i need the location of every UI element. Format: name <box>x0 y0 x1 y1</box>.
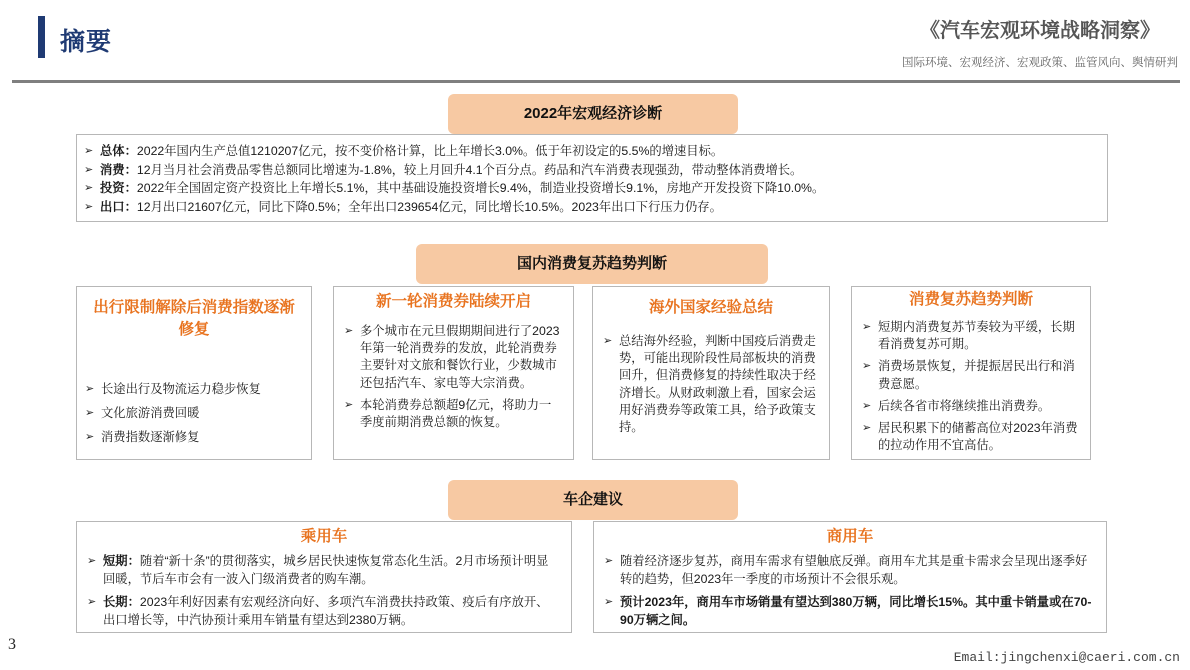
section-head-oem: 车企建议 <box>448 480 738 520</box>
list-item: ➢ 预计2023年，商用车市场销量有望达到380万辆，同比增长15%。其中重卡销量或在70-90万辆之间。 <box>604 593 1094 629</box>
card-list <box>85 381 303 447</box>
list-item: ➢ 多个城市在元旦假期期间进行了2023年第一轮消费券的发放，此轮消费券主要针对文旅和餐饮行业，少数城市还包括汽车、家电等大宗消费。 <box>344 323 563 392</box>
list-item: ➢ 总体：2022年国内生产总值1210207亿元，按不变价格计算，比上年增长3.0%。低于年初设定的5.5%的增速目标。 <box>84 142 1104 161</box>
list-item: ➢ 出口：12月出口21607亿元，同比下降0.5%；全年出口239654亿元，同比增长10.5%。2023年出口下行压力仍存。 <box>84 198 1104 217</box>
card-title: 商用车 <box>826 528 874 545</box>
card-title: 出行限制解除后消费指数逐渐修复 <box>93 299 295 338</box>
card-title: 海外国家经验总结 <box>648 299 773 316</box>
card-trend <box>851 286 1091 460</box>
list-item: ➢ 随着经济逐步复苏，商用车需求有望触底反弹。商用车尤其是重卡需求会呈现出逐季好转的趋势，但2023年一季度的市场预计不会很乐观。 <box>604 552 1094 588</box>
card-travel <box>76 286 312 460</box>
section-head-consumption: 国内消费复苏趋势判断 <box>416 244 768 284</box>
list-item: ➢ 短期：随着“新十条”的贯彻落实，城乡居民快速恢复常态化生活。2月市场预计明显回暖，节后车市会有一波入门级消费者的购车潮。 <box>87 552 559 588</box>
list-item: ➢ 后续各省市将继续推出消费券。 <box>862 398 1080 415</box>
list-item: ➢ 总结海外经验，判断中国疫后消费走势，可能出现阶段性局部板块的消费回升，但消费修复的持续性取决于经济增长。从财政刺激上看，国家会运用好消费券等政策工具，给予政策支持。 <box>603 333 819 436</box>
list-item: ➢ 长期：2023年利好因素有宏观经济向好、多项汽车消费扶持政策、疫后有序放开、出口增长等，中汽协预计乘用车销量有望达到2380万辆。 <box>87 593 559 629</box>
title-accent-bar <box>38 16 45 58</box>
list-item: ➢ 短期内消费复苏节奏较为平缓，长期看消费复苏可期。 <box>862 319 1080 353</box>
report-subtitle: 国际环境、宏观经济、宏观政策、监管风向、舆情研判 <box>902 57 1178 69</box>
card-passenger <box>76 521 572 633</box>
card-coupons <box>333 286 574 460</box>
list-item: ➢ 居民积累下的储蓄高位对2023年消费的拉动作用不宜高估。 <box>862 420 1080 454</box>
card-list <box>603 333 819 436</box>
card-list <box>344 323 563 431</box>
list-item: ➢ 投资：2022年全国固定资产投资比上年增长5.1%，其中基础设施投资增长9.4%，制造业投资增长9.1%，房地产开发投资下降10.0%。 <box>84 179 1104 198</box>
card-overseas <box>592 286 830 460</box>
page-title: 摘要 <box>60 28 113 56</box>
card-title: 消费复苏趋势判断 <box>908 291 1033 308</box>
card-list <box>862 319 1080 454</box>
list-item: ➢ 长途出行及物流运力稳步恢复 <box>85 381 303 398</box>
contact-email: Email:jingchenxi@caeri.com.cn <box>953 650 1180 665</box>
macro-summary-list <box>84 142 1104 216</box>
list-item: ➢ 消费：12月当月社会消费品零售总额同比增速为-1.8%，较上月回升4.1个百分点。药品和汽车消费表现强劲，带动整体消费增长。 <box>84 161 1104 180</box>
list-item: ➢ 消费指数逐渐修复 <box>85 429 303 446</box>
header-divider <box>12 80 1180 83</box>
card-title: 新一轮消费券陆续开启 <box>375 293 531 310</box>
section-head-macro: 2022年宏观经济诊断 <box>448 94 738 134</box>
report-title: 《汽车宏观环境战略洞察》 <box>920 20 1160 42</box>
list-item: ➢ 消费场景恢复，并提振居民出行和消费意愿。 <box>862 358 1080 392</box>
list-item: ➢ 本轮消费券总额超9亿元，将助力一季度前期消费总额的恢复。 <box>344 397 563 431</box>
card-list <box>604 552 1094 629</box>
page-number: 3 <box>8 636 16 653</box>
card-commercial <box>593 521 1107 633</box>
card-list <box>87 552 559 629</box>
card-title: 乘用车 <box>300 528 348 545</box>
list-item: ➢ 文化旅游消费回暖 <box>85 405 303 422</box>
